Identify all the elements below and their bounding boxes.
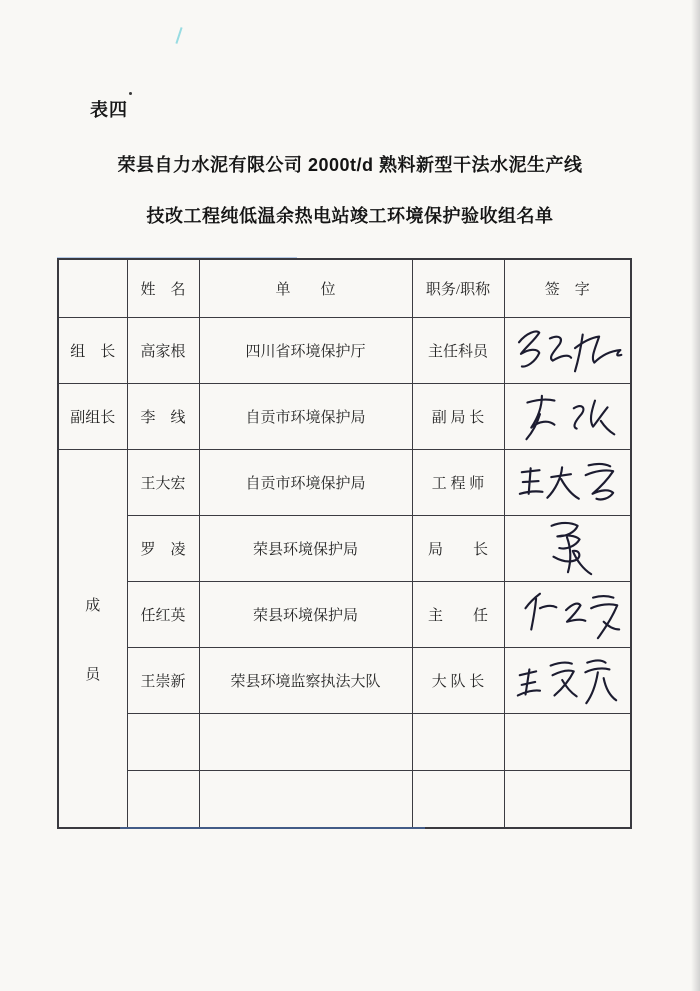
scan-dot-artifact xyxy=(129,92,132,95)
member-label-bottom: 员 xyxy=(85,666,101,683)
position-cell: 工 程 师 xyxy=(412,450,504,516)
document-title-line1: 荣县自力水泥有限公司 2000t/d 熟料新型干法水泥生产线 xyxy=(117,155,583,175)
table-row-empty-2 xyxy=(58,771,631,829)
unit-cell xyxy=(199,771,412,829)
name-cell: 李 线 xyxy=(127,384,199,450)
table-row-member-1 xyxy=(58,450,631,516)
table-row-member-4 xyxy=(58,648,631,714)
table-row-member-2 xyxy=(58,516,631,582)
name-cell: 王大宏 xyxy=(127,450,199,516)
position-cell: 主 任 xyxy=(412,582,504,648)
signature-handwriting-wangdahong xyxy=(507,457,629,509)
signature-cell xyxy=(504,450,631,516)
unit-cell: 荣县环境监察执法大队 xyxy=(199,648,412,714)
role-cell-deputy: 副组长 xyxy=(58,384,127,450)
table-header-row xyxy=(58,259,631,318)
role-cell-leader: 组 长 xyxy=(58,318,127,384)
scan-blue-line-artifact xyxy=(120,827,425,829)
unit-cell: 荣县环境保护局 xyxy=(199,582,412,648)
name-cell xyxy=(127,714,199,771)
table-row-member-3 xyxy=(58,582,631,648)
signature-handwriting-gaojiagen xyxy=(507,323,629,379)
name-cell: 高家根 xyxy=(127,318,199,384)
document-title-line2: 技改工程纯低温余热电站竣工环境保护验收组名单 xyxy=(146,206,554,226)
role-cell-member xyxy=(58,450,127,829)
signature-cell xyxy=(504,648,631,714)
name-cell: 罗 凌 xyxy=(127,516,199,582)
acceptance-team-roster-table xyxy=(57,258,632,829)
header-position-cell: 职务/职称 xyxy=(412,259,504,318)
signature-handwriting-luoling xyxy=(507,518,629,580)
signature-handwriting-wangchongxin xyxy=(507,654,629,708)
signature-cell xyxy=(504,516,631,582)
signature-cell xyxy=(504,582,631,648)
page-edge-shadow xyxy=(691,0,700,991)
signature-cell xyxy=(504,318,631,384)
header-unit-cell: 单 位 xyxy=(199,259,412,318)
table-row-deputy xyxy=(58,384,631,450)
signature-handwriting-renhongying xyxy=(507,585,629,645)
position-cell: 副 局 长 xyxy=(412,384,504,450)
scan-streak-artifact xyxy=(175,27,182,44)
header-role-cell xyxy=(58,259,127,318)
position-cell: 大 队 长 xyxy=(412,648,504,714)
position-cell xyxy=(412,714,504,771)
name-cell: 王崇新 xyxy=(127,648,199,714)
table-row-empty-1 xyxy=(58,714,631,771)
unit-cell: 自贡市环境保护局 xyxy=(199,384,412,450)
position-cell: 主任科员 xyxy=(412,318,504,384)
header-name-cell: 姓 名 xyxy=(127,259,199,318)
unit-cell: 四川省环境保护厅 xyxy=(199,318,412,384)
table-number-label: 表四 xyxy=(90,100,128,120)
unit-cell: 荣县环境保护局 xyxy=(199,516,412,582)
position-cell: 局 长 xyxy=(412,516,504,582)
signature-handwriting-lixian xyxy=(507,389,629,445)
name-cell xyxy=(127,771,199,829)
header-signature-cell: 签 字 xyxy=(504,259,631,318)
signature-cell xyxy=(504,771,631,829)
scan-blue-line-artifact xyxy=(57,257,297,258)
member-label-top: 成 xyxy=(85,597,101,614)
signature-cell xyxy=(504,384,631,450)
unit-cell xyxy=(199,714,412,771)
table-row-leader xyxy=(58,318,631,384)
unit-cell: 自贡市环境保护局 xyxy=(199,450,412,516)
position-cell xyxy=(412,771,504,829)
signature-cell xyxy=(504,714,631,771)
name-cell: 任红英 xyxy=(127,582,199,648)
